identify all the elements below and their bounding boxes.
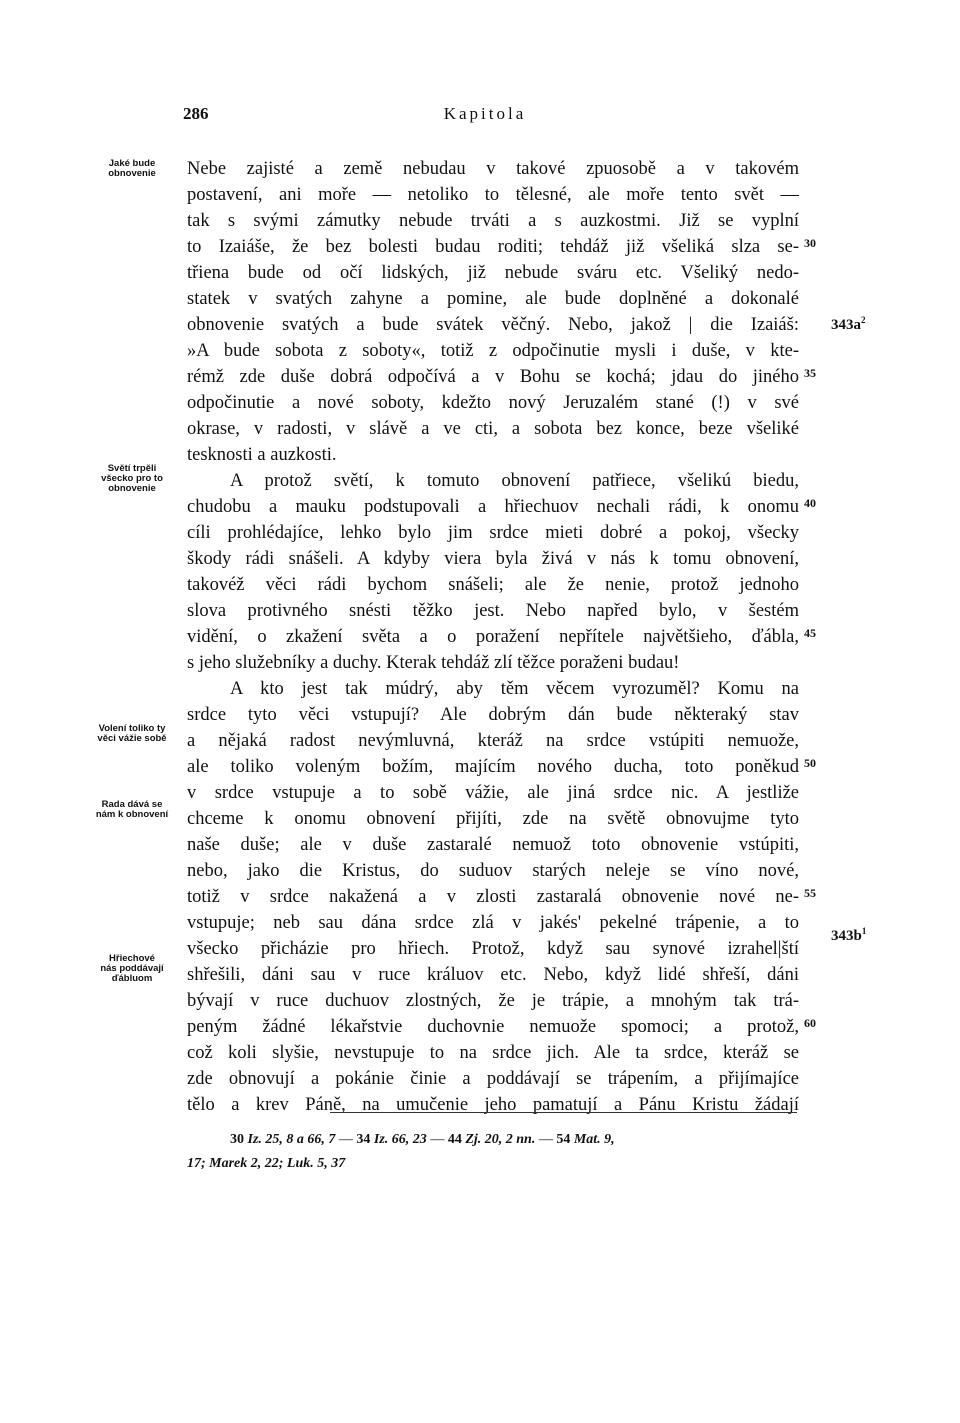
text-line: tak s svými zámutky nebude trváti a s auzkostmi. Již se vyplní — [187, 211, 799, 231]
text-line: obnovenie svatých a bude svátek věčný. Nebo, jakož | die Izaiáš: — [187, 315, 799, 335]
text-line: »A bude sobota z soboty«, totiž z odpočinutie mysli i duše, v kte- — [187, 341, 799, 361]
text-line: třiena bude od očí lidských, již nebude sváru etc. Všeliký nedo- — [187, 263, 799, 283]
text-line: srdce tyto věci vstupují? Ale dobrým dán bude některaký stav — [187, 705, 799, 725]
text-line: rémž zde duše dobrá odpočívá a v Bohu se kochá; jdau do jiného — [187, 367, 799, 387]
text-line: zde obnovují a pokánie činie a poddávají se trápením, a přijímajíce — [187, 1069, 799, 1089]
text-line: takovéž věci rádi bychom snášeli; ale že nenie, protož jednoho — [187, 575, 799, 595]
marginal-note-5: Hřiechové nás poddávají ďábluom — [100, 953, 164, 984]
text-line: postavení, ani moře — netoliko to tělesné, ale moře tento svět — — [187, 185, 799, 205]
text-line: vidění, o zkažení světa a o poražení nepřítele najvětšieho, ďábla, — [187, 627, 799, 647]
text-line: okrase, v radosti, v slávě a ve cti, a sobota bez konce, beze všeliké — [187, 419, 799, 439]
line-number: 55 — [804, 886, 816, 900]
marginal-note-4: Rada dává se nám k obnovení — [95, 799, 169, 820]
footnote-line: 17; Marek 2, 22; Luk. 5, 37 — [187, 1156, 346, 1171]
text-line: což koli slyšie, nevstupuje to na srdce jich. Ale ta srdce, kteráž se — [187, 1043, 799, 1063]
text-line: a nějaká radost nevýmluvná, kteráž na srdce vstúpiti nemuože, — [187, 731, 799, 751]
text-line: to Izaiáše, že bez bolesti budau roditi; tehdáž již všeliká slza se- — [187, 237, 799, 257]
text-line: naše duše; ale v duše zastaralé nemuož toto obnovenie vstúpiti, — [187, 835, 799, 855]
text-line: totiž v srdce nakažená a v zlosti zastaralá obnovenie nové ne- — [187, 887, 799, 907]
footnote-rule — [330, 1112, 797, 1113]
line-number: 35 — [804, 366, 816, 380]
line-number: 50 — [804, 756, 816, 770]
folio-siglum: $343a^2$ — [831, 315, 866, 333]
page-number: 286 — [183, 104, 209, 123]
text-line: Nebe zajisté a země nebudau v takové zpuosobě a v takovém — [187, 159, 799, 179]
text-line: bývají v ruce duchuov zlostných, že je trápie, a mnohým tak trá- — [187, 991, 799, 1011]
folio-siglum: $343b^1$ — [831, 926, 867, 944]
text-line: cíli prohlédajíce, lehko bylo jim srdce mieti dobré a pokoj, všecky — [187, 523, 799, 543]
text-line: A kto jest tak múdrý, aby těm věcem vyrozuměl? Komu na — [230, 679, 799, 699]
text-line: slova protivného snésti těžko jest. Nebo napřed bylo, v šestém — [187, 601, 799, 621]
text-line: škody rádi snášeli. A kdyby viera byla živá v nás k tomu obnovení, — [187, 549, 799, 569]
line-number: 30 — [804, 236, 816, 250]
text-line: tělo a krev Páně, na umučenie jeho pamatují a Pánu Kristu žádají — [187, 1095, 799, 1115]
line-number: 45 — [804, 626, 816, 640]
text-line: vstupuje; neb sau dána srdce zlá v jakés' pekelné trápenie, a to — [187, 913, 799, 933]
text-line: statek v svatých zahyne a pomine, ale bude doplněné a dokonalé — [187, 289, 799, 309]
footnote-line: 30 Iz. 25, 8 a 66, 7 — 34 Iz. 66, 23 — 44 Zj. 20, 2 nn. — 54 Mat. 9, — [230, 1132, 615, 1147]
text-line: všecko přicházie pro hřiech. Protož, když sau synové izrahel|ští — [187, 939, 799, 959]
text-line: shřešili, dáni sau v ruce králuov etc. Nebo, když lidé shřeší, dáni — [187, 965, 799, 985]
text-line: tesknosti a auzkosti. — [187, 445, 337, 465]
text-line: chudobu a mauku podstupovali a hřiechuov nechali rádi, k onomu — [187, 497, 799, 517]
text-line: peným žádné lékařstvie duchovnie nemuože spomoci; a protož, — [187, 1017, 799, 1037]
line-number: 60 — [804, 1016, 816, 1030]
marginal-note-3: Volení toliko ty věci vážie sobě — [97, 723, 167, 744]
text-line: v srdce vstupuje a to sobě vážie, ale jiná srdce nic. A jestliže — [187, 783, 799, 803]
text-line: s jeho služebníky a duchy. Kterak tehdáž zlí těžce poraženi budau! — [187, 653, 680, 673]
text-line: chceme k onomu obnovení přijíti, zde na světě obnovujme tyto — [187, 809, 799, 829]
marginal-note-1: Jaké bude obnovenie — [108, 158, 156, 179]
marginal-note-2: Světí trpěli všecko pro to obnovenie — [101, 463, 163, 494]
main-text — [187, 156, 799, 1118]
running-head: Kapitola — [443, 104, 527, 123]
text-line: ale toliko voleným božím, majícím nového ducha, toto poněkud — [187, 757, 799, 777]
text-line: odpočinutie a nové soboty, kdežto nový Jeruzalém stané (!) v své — [187, 393, 799, 413]
text-line: A protož světí, k tomuto obnovení patřiece, všelikú biedu, — [230, 471, 799, 491]
text-line: nebo, jako die Kristus, do suduov starých neleje se víno nové, — [187, 861, 799, 881]
line-number: 40 — [804, 496, 816, 510]
